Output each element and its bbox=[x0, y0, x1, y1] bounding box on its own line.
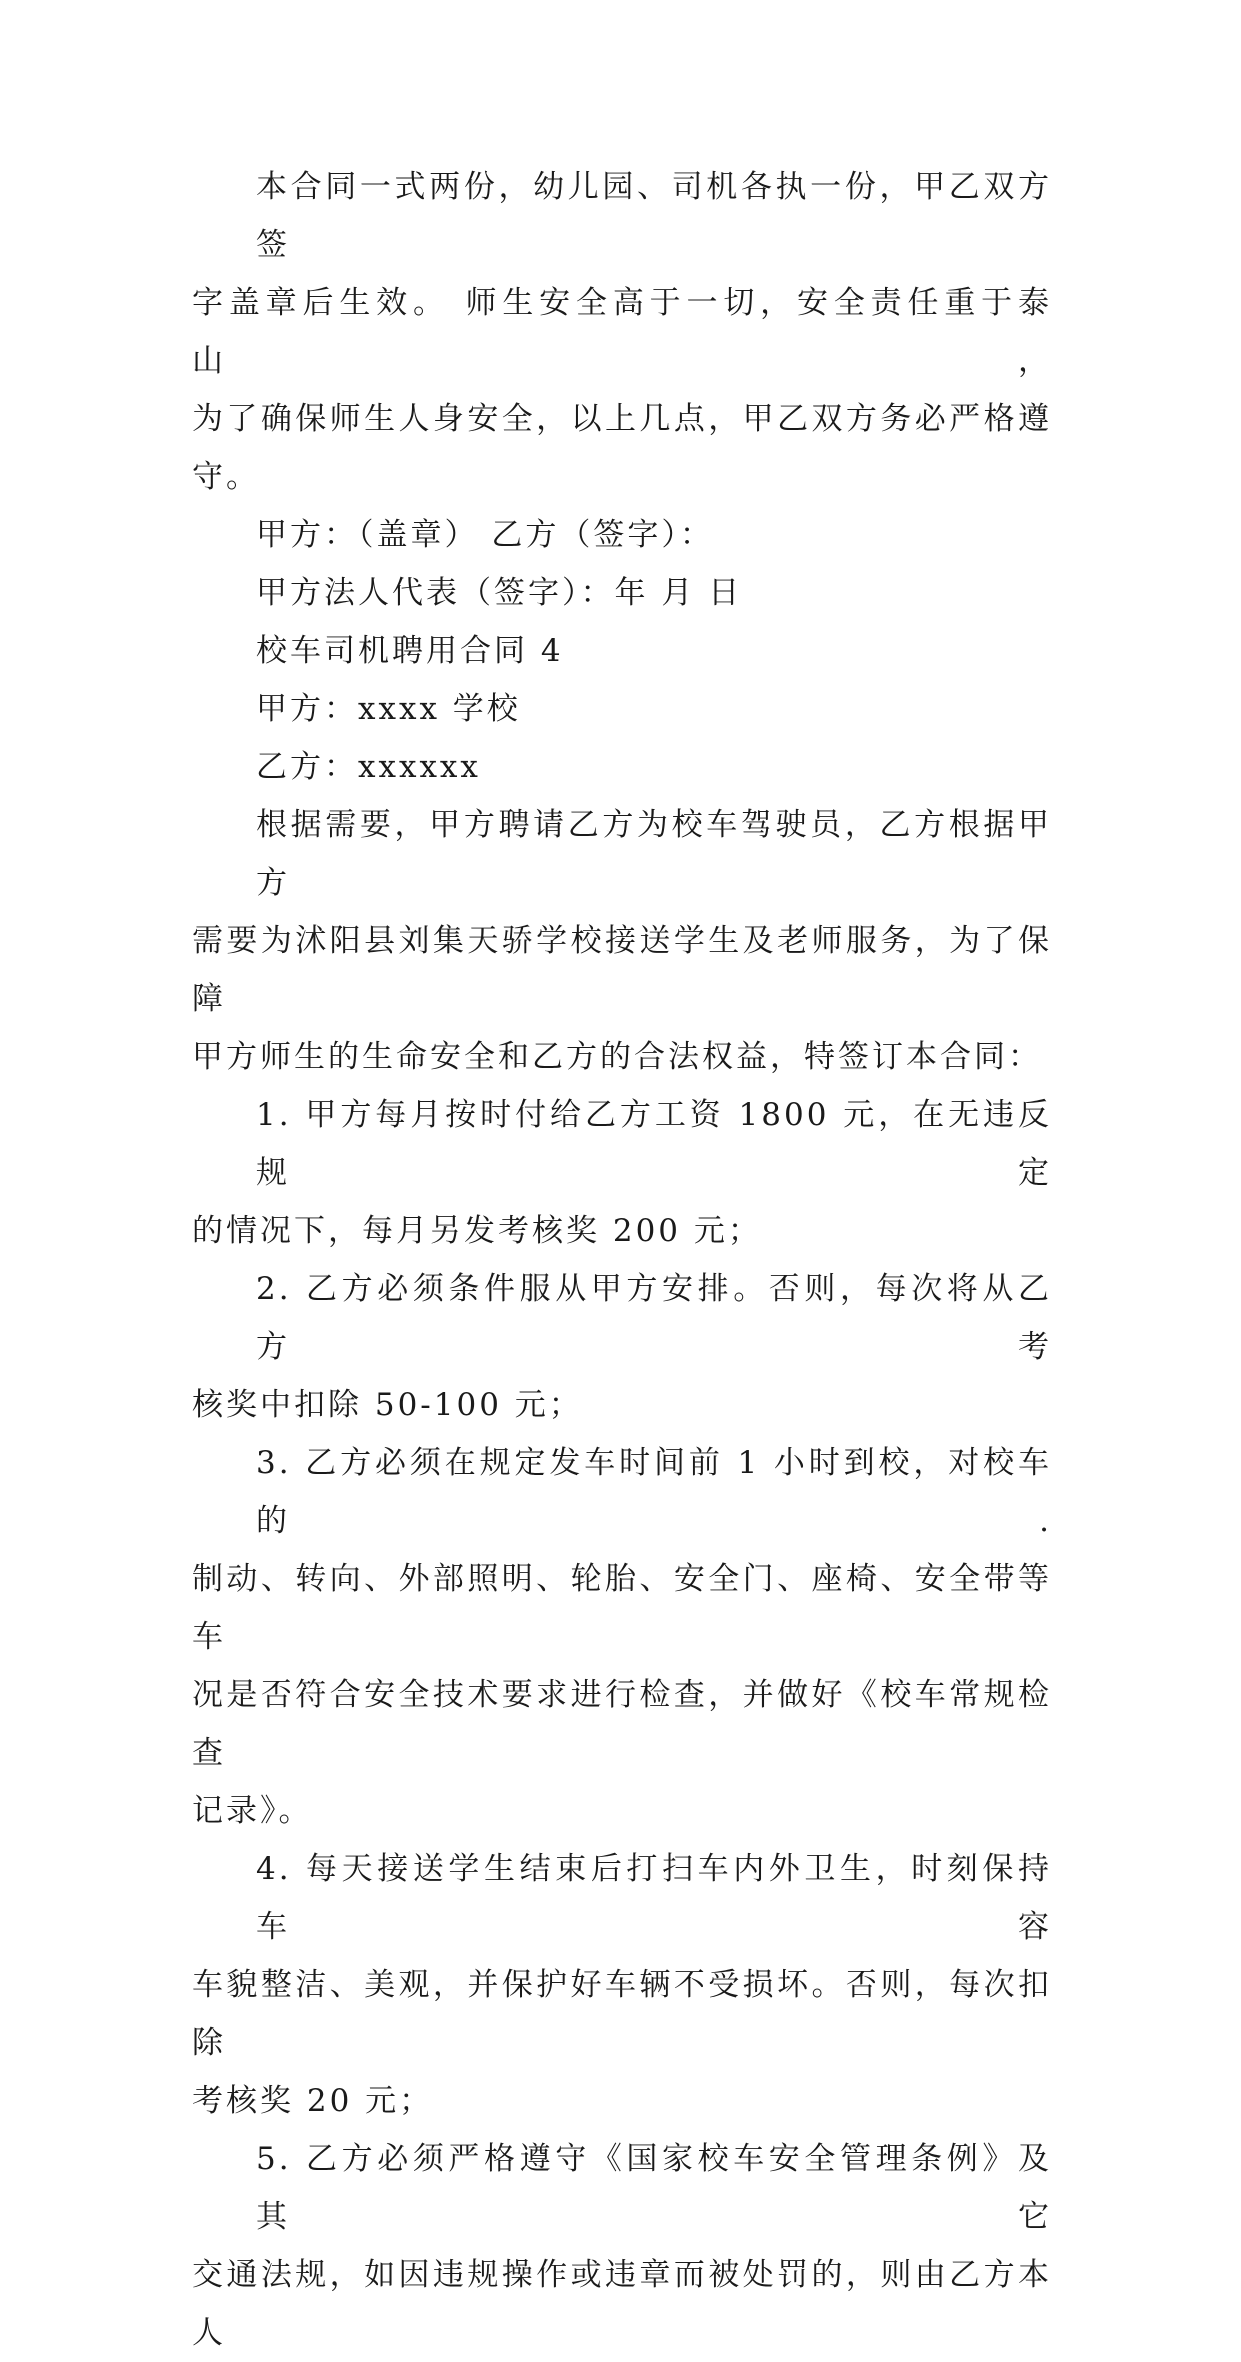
text-line: 甲方师生的生命安全和乙方的合法权益，特签订本合同： bbox=[192, 1039, 1042, 1075]
paragraph-contract-purpose bbox=[192, 796, 1052, 1086]
text-line: 交通法规，如因违规操作或违章而被处罚的，则由乙方本人 bbox=[192, 2257, 1052, 2351]
text-line: 字盖章后生效。 师生安全高于一切，安全责任重于泰山， bbox=[192, 285, 1052, 379]
text-line: 根据需要，甲方聘请乙方为校车驾驶员，乙方根据甲方 bbox=[256, 807, 1052, 901]
document-body bbox=[192, 158, 1052, 2362]
text-line: 记录》。 bbox=[192, 1793, 313, 1829]
clause-1-salary bbox=[192, 1086, 1052, 1260]
text-line: 5. 乙方必须严格遵守《国家校车安全管理条例》及其它 bbox=[256, 2141, 1052, 2235]
legal-rep-date-line: 甲方法人代表（签字）：年 月 日 bbox=[256, 575, 743, 611]
clause-3-inspection bbox=[192, 1434, 1052, 1840]
text-line: 制动、转向、外部照明、轮胎、安全门、座椅、安全带等车 bbox=[192, 1561, 1052, 1655]
contract-title: 校车司机聘用合同 4 bbox=[256, 633, 564, 669]
party-b-line: 乙方：xxxxxx bbox=[256, 749, 481, 785]
signature-party-line: 甲方：（盖章） 乙方（签字）： bbox=[256, 517, 714, 553]
text-line: 4. 每天接送学生结束后打扫车内外卫生，时刻保持车容 bbox=[256, 1851, 1052, 1945]
text-line: 况是否符合安全技术要求进行检查，并做好《校车常规检查 bbox=[192, 1677, 1052, 1771]
clause-4-cleaning bbox=[192, 1840, 1052, 2130]
text-line: 的情况下，每月另发考核奖 200 元； bbox=[192, 1213, 762, 1249]
text-line: 为了确保师生人身安全，以上几点，甲乙双方务必严格遵守。 bbox=[192, 401, 1052, 495]
text-line: 3. 乙方必须在规定发车时间前 1 小时到校，对校车的. bbox=[256, 1445, 1052, 1539]
text-line: 1. 甲方每月按时付给乙方工资 1800 元，在无违反规定 bbox=[256, 1097, 1052, 1191]
text-line: 核奖中扣除 50-100 元； bbox=[192, 1387, 583, 1423]
text-line: 车貌整洁、美观，并保护好车辆不受损坏。否则，每次扣除 bbox=[192, 1967, 1052, 2061]
text-line: 2. 乙方必须条件服从甲方安排。否则，每次将从乙方考 bbox=[256, 1271, 1052, 1365]
clause-2-obedience bbox=[192, 1260, 1052, 1434]
text-line: 需要为沭阳县刘集天骄学校接送学生及老师服务，为了保障 bbox=[192, 923, 1052, 1017]
party-a-line: 甲方：xxxx 学校 bbox=[256, 691, 521, 727]
text-line: 考核奖 20 元； bbox=[192, 2083, 434, 2119]
clause-5-regulations bbox=[192, 2130, 1052, 2362]
text-line: 本合同一式两份，幼儿园、司机各执一份，甲乙双方签 bbox=[256, 169, 1052, 263]
paragraph-contract-copies bbox=[192, 158, 1052, 506]
